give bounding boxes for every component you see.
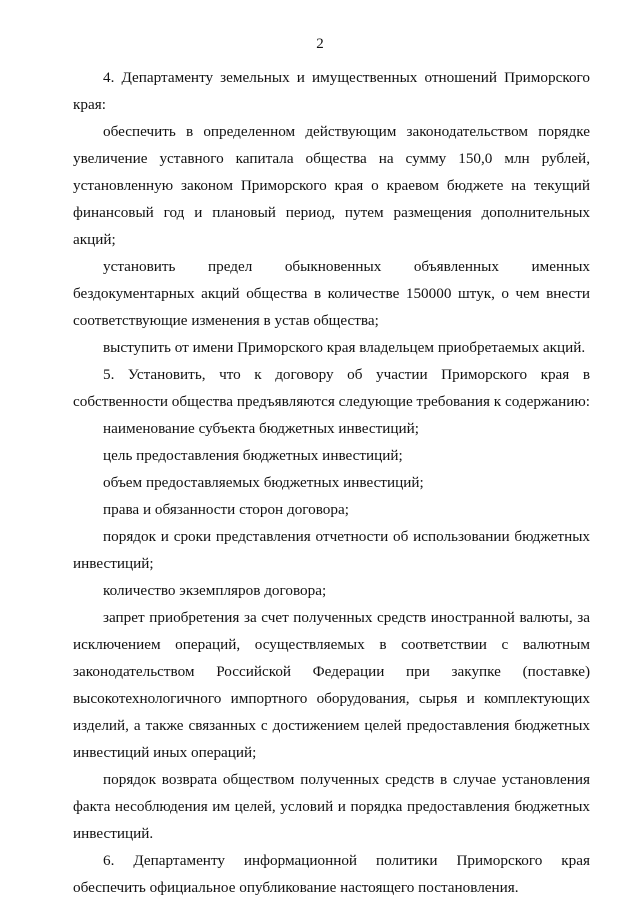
document-body	[73, 64, 590, 901]
page-number: 2	[316, 36, 324, 52]
list-item: запрет приобретения за счет полученных средств иностранной валюты, за исключением операций, осуществляемых в соответствии с валютным законодательством Российской Федерации при закупке (поставке) высокотехнологичного импортного оборудования, сырья и комплектующих изделий, а также связанных с достижением целей предоставления бюджетных инвестиций иных операций;	[73, 609, 590, 761]
paragraph-4-intro: 4. Департаменту земельных и имущественных отношений Приморского края:	[73, 69, 590, 113]
paragraph-5-intro: 5. Установить, что к договору об участии Приморского края в собственности общества предъявляются следующие требования к содержанию:	[73, 366, 590, 410]
paragraph-4-ensure: обеспечить в определенном действующим законодательством порядке увеличение уставного капитала общества на сумму 150,0 млн рублей, установленную законом Приморского края о краевом бюджете на текущий финансовый год и плановый период, путем размещения дополнительных акций;	[73, 123, 590, 248]
list-item: цель предоставления бюджетных инвестиций;	[103, 447, 403, 464]
list-item: количество экземпляров договора;	[103, 582, 327, 599]
list-item: порядок возврата обществом полученных средств в случае установления факта несоблюдения им целей, условий и порядка предоставления бюджетных инвестиций.	[73, 771, 590, 842]
list-item: порядок и сроки представления отчетности об использовании бюджетных инвестиций;	[73, 528, 590, 572]
list-item: права и обязанности сторон договора;	[103, 501, 349, 518]
list-item: объем предоставляемых бюджетных инвестиций;	[103, 474, 424, 491]
paragraph-4-act-as-owner: выступить от имени Приморского края владельцем приобретаемых акций.	[103, 339, 586, 356]
paragraph-4-set-limit: установить предел обыкновенных объявленных именных бездокументарных акций общества в количестве 150000 штук, о чем внести соответствующие изменения в устав общества;	[73, 258, 590, 329]
paragraph-6: 6. Департаменту информационной политики Приморского края обеспечить официальное опубликование настоящего постановления.	[73, 852, 590, 896]
list-item: наименование субъекта бюджетных инвестиций;	[103, 420, 419, 437]
